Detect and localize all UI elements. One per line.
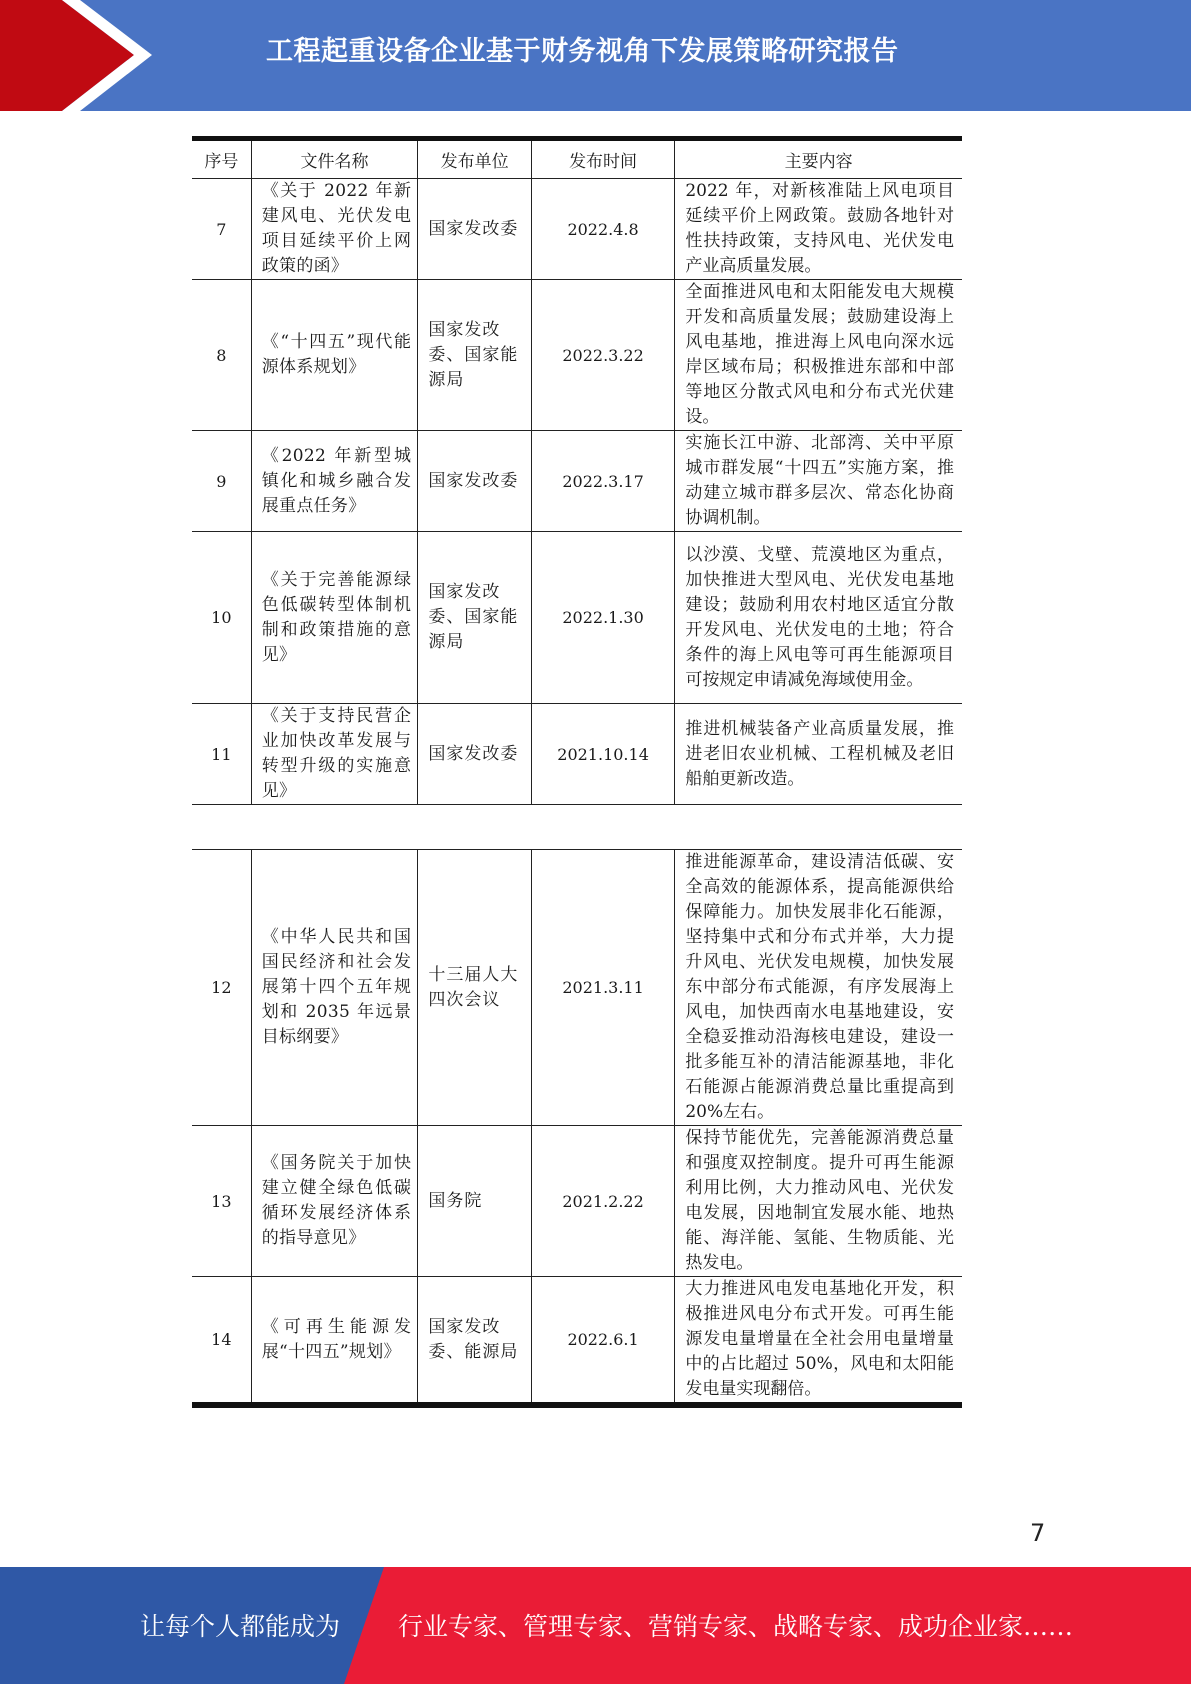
row-name-text: 《国务院关于加快建立健全绿色低碳循环发展经济体系的指导意见》 bbox=[261, 1153, 412, 1248]
row-name-text: 《关于 2022 年新建风电、光伏发电项目延续平价上网政策的函》 bbox=[261, 181, 412, 276]
row-name-text: 《关于支持民营企业加快改革发展与转型升级的实施意见》 bbox=[261, 706, 412, 801]
row-no: 10 bbox=[192, 532, 251, 704]
footer-slogan-left: 让每个人都能成为 bbox=[140, 1612, 341, 1641]
row-publisher-text: 十三届人大四次会议 bbox=[428, 964, 519, 1010]
row-content-text: 大力推进风电发电基地化开发，积极推进风电分布式开发。可再生能源发电量增量在全社会用电量增量中的占比超过 50%，风电和太阳能发电量实现翻倍。 bbox=[685, 1279, 954, 1399]
row-publisher-text: 国家发改委 bbox=[428, 218, 519, 239]
row-publisher bbox=[418, 532, 531, 704]
row-content bbox=[675, 1277, 962, 1406]
row-no: 12 bbox=[192, 850, 251, 1126]
row-no: 14 bbox=[192, 1277, 251, 1406]
table-row bbox=[192, 850, 962, 1126]
table-row bbox=[192, 1277, 962, 1406]
col-header-name: 文件名称 bbox=[251, 139, 418, 179]
row-name-text: 《“十四五”现代能源体系规划》 bbox=[261, 332, 412, 377]
header-red-arrow bbox=[0, 0, 160, 111]
row-publisher bbox=[418, 280, 531, 431]
col-header-no: 序号 bbox=[192, 139, 251, 179]
footer-slogan-right: 行业专家、管理专家、营销专家、战略专家、成功企业家…… bbox=[398, 1612, 1074, 1641]
row-content-text: 2022 年，对新核准陆上风电项目延续平价上网政策。鼓励各地针对性扶持政策，支持风电、光伏发电产业高质量发展。 bbox=[685, 181, 954, 276]
row-no: 11 bbox=[192, 704, 251, 805]
row-content-text: 全面推进风电和太阳能发电大规模开发和高质量发展；鼓励建设海上风电基地，推进海上风电向深水远岸区域布局；积极推进东部和中部等地区分散式风电和分布式光伏建设。 bbox=[685, 282, 954, 427]
row-name bbox=[251, 1126, 418, 1277]
row-name-text: 《可再生能源发展“十四五”规划》 bbox=[261, 1316, 412, 1362]
row-name bbox=[251, 280, 418, 431]
policy-table-part2 bbox=[192, 849, 962, 1408]
row-publisher-text: 国家发改委 bbox=[428, 470, 519, 491]
report-title: 工程起重设备企业基于财务视角下发展策略研究报告 bbox=[266, 36, 899, 67]
table-row bbox=[192, 431, 962, 532]
policy-table-part1 bbox=[192, 136, 962, 805]
col-header-publisher: 发布单位 bbox=[418, 139, 531, 179]
report-header bbox=[0, 0, 1191, 111]
table-header-row bbox=[192, 139, 962, 179]
row-content bbox=[675, 704, 962, 805]
row-name bbox=[251, 704, 418, 805]
table-row bbox=[192, 280, 962, 431]
row-no: 13 bbox=[192, 1126, 251, 1277]
row-publisher bbox=[418, 431, 531, 532]
row-content-text: 推进能源革命，建设清洁低碳、安全高效的能源体系，提高能源供给保障能力。加快发展非化石能源，坚持集中式和分布式并举，大力提升风电、光伏发电规模，加快发展东中部分布式能源，有序发展海上风电，加快西南水电基地建设，安全稳妥推动沿海核电建设，建设一批多能互补的清洁能源基地，非化石能源占能源消费总量比重提高到 20%左右。 bbox=[685, 852, 954, 1122]
row-date: 2022.3.22 bbox=[531, 280, 675, 431]
col-header-content: 主要内容 bbox=[675, 139, 962, 179]
row-content bbox=[675, 431, 962, 532]
row-date: 2022.4.8 bbox=[531, 179, 675, 280]
row-name bbox=[251, 532, 418, 704]
row-publisher bbox=[418, 850, 531, 1126]
row-content bbox=[675, 850, 962, 1126]
table-row bbox=[192, 1126, 962, 1277]
row-date: 2021.3.11 bbox=[531, 850, 675, 1126]
table-row bbox=[192, 532, 962, 704]
row-name-text: 《中华人民共和国国民经济和社会发展第十四个五年规划和 2035 年远景目标纲要》 bbox=[261, 927, 412, 1047]
row-no: 8 bbox=[192, 280, 251, 431]
row-no: 7 bbox=[192, 179, 251, 280]
row-date: 2022.6.1 bbox=[531, 1277, 675, 1406]
table-row bbox=[192, 704, 962, 805]
row-content-text: 实施长江中游、北部湾、关中平原城市群发展“十四五”实施方案，推动建立城市群多层次、常态化协商协调机制。 bbox=[685, 433, 954, 528]
row-date: 2021.2.22 bbox=[531, 1126, 675, 1277]
page-number: 7 bbox=[1030, 1519, 1046, 1547]
row-date: 2022.3.17 bbox=[531, 431, 675, 532]
row-publisher-text: 国家发改委、能源局 bbox=[428, 1316, 519, 1362]
report-footer bbox=[0, 1567, 1191, 1684]
col-header-date: 发布时间 bbox=[531, 139, 675, 179]
table-row bbox=[192, 179, 962, 280]
row-content bbox=[675, 280, 962, 431]
row-publisher-text: 国务院 bbox=[428, 1190, 483, 1211]
row-publisher-text: 国家发改委、国家能源局 bbox=[428, 319, 519, 390]
row-date: 2022.1.30 bbox=[531, 532, 675, 704]
row-content bbox=[675, 179, 962, 280]
row-name-text: 《2022 年新型城镇化和城乡融合发展重点任务》 bbox=[261, 445, 412, 516]
row-name bbox=[251, 179, 418, 280]
row-content-text: 保持节能优先，完善能源消费总量和强度双控制度。提升可再生能源利用比例，大力推动风电、光伏发电发展，因地制宜发展水能、地热能、海洋能、氢能、生物质能、光热发电。 bbox=[685, 1128, 954, 1273]
row-publisher-text: 国家发改委 bbox=[428, 743, 519, 764]
row-content bbox=[675, 532, 962, 704]
row-content-text: 以沙漠、戈壁、荒漠地区为重点，加快推进大型风电、光伏发电基地建设；鼓励利用农村地区适宜分散开发风电、光伏发电的土地；符合条件的海上风电等可再生能源项目可按规定申请减免海域使用金。 bbox=[685, 544, 954, 690]
row-publisher bbox=[418, 1277, 531, 1406]
row-publisher bbox=[418, 704, 531, 805]
row-name-text: 《关于完善能源绿色低碳转型体制机制和政策措施的意见》 bbox=[261, 569, 412, 665]
row-name bbox=[251, 431, 418, 532]
row-publisher bbox=[418, 179, 531, 280]
row-publisher-text: 国家发改委、国家能源局 bbox=[428, 582, 519, 652]
row-name bbox=[251, 850, 418, 1126]
row-content-text: 推进机械装备产业高质量发展，推进老旧农业机械、工程机械及老旧船舶更新改造。 bbox=[685, 718, 954, 789]
row-date: 2021.10.14 bbox=[531, 704, 675, 805]
row-publisher bbox=[418, 1126, 531, 1277]
row-no: 9 bbox=[192, 431, 251, 532]
row-content bbox=[675, 1126, 962, 1277]
row-name bbox=[251, 1277, 418, 1406]
